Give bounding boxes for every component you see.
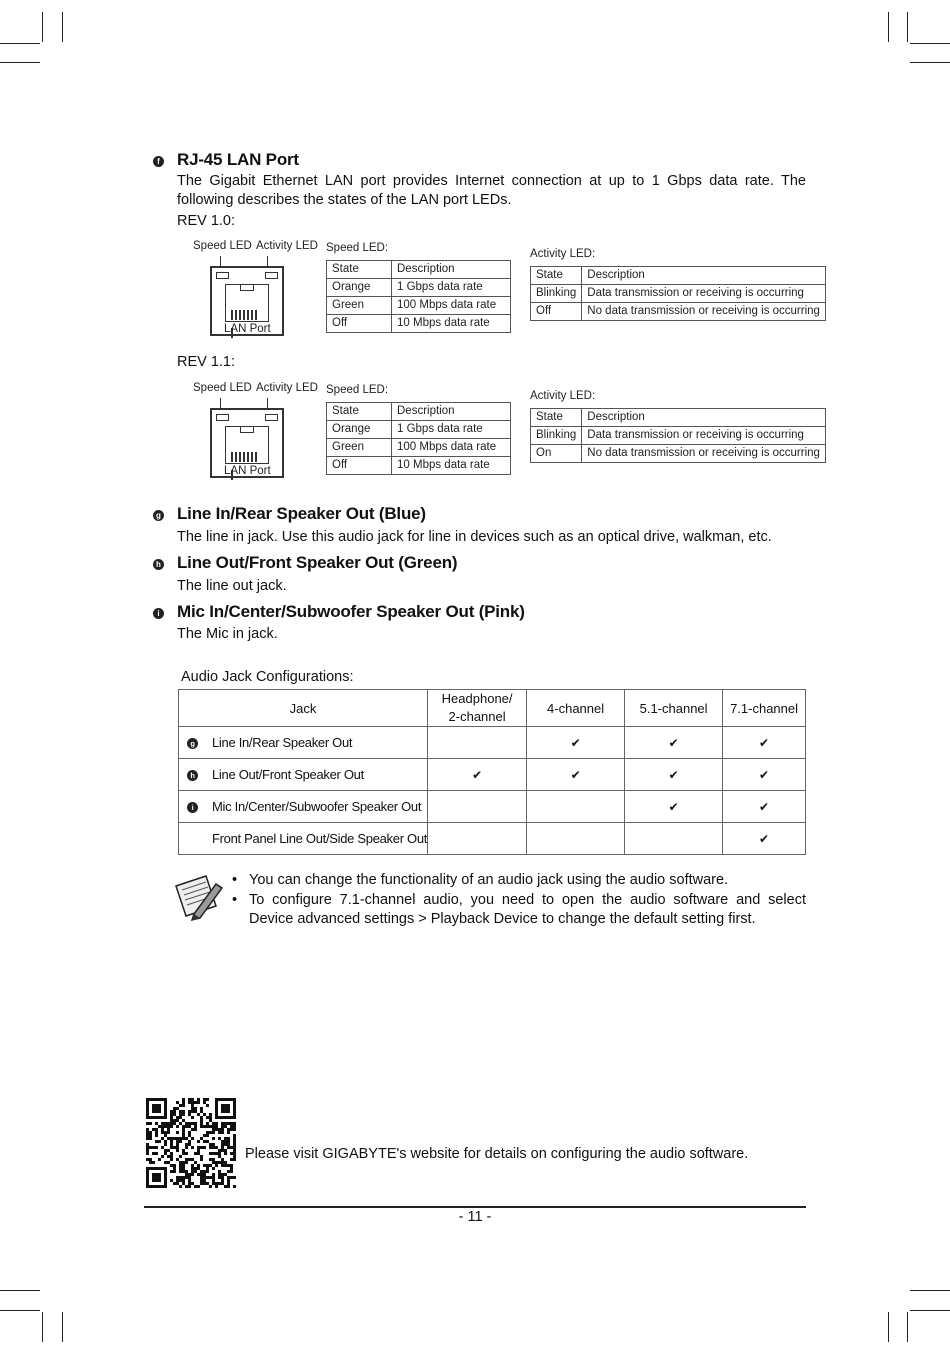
table-row: i Mic In/Center/Subwoofer Speaker Out ✔ ✔ [179,791,806,823]
check-cell [428,823,527,855]
speed-led-table-rev10: State Description Orange 1 Gbps data rate Green 100 Mbps data rate Off 10 Mbps data rate [326,260,511,333]
check-icon: ✔ [527,727,625,759]
rj45-description: The Gigabit Ethernet LAN port provides Internet connection at up to 1 Gbps data rate. The following describes the states of the LAN port LEDs. [177,173,806,208]
crop-mark [0,1290,40,1291]
crop-mark [910,62,950,63]
crop-mark [62,1312,63,1342]
speed-led-label: Speed LED [193,240,252,252]
crop-mark [42,12,43,42]
speed-led-label: Speed LED [193,382,252,394]
check-cell [428,727,527,759]
crop-mark [910,1310,950,1311]
table-row: g Line In/Rear Speaker Out ✔ ✔ ✔ [179,727,806,759]
check-icon: ✔ [625,759,723,791]
crop-mark [907,12,908,42]
line-in-title: Line In/Rear Speaker Out (Blue) [177,504,426,523]
speed-led-table-rev11: State Description Orange 1 Gbps data rate Green 100 Mbps data rate Off 10 Mbps data rate [326,402,511,475]
note-item: • You can change the functionality of an audio jack using the audio software. [232,871,806,891]
crop-mark [0,1310,40,1311]
lan-port-label: LAN Port [224,323,271,335]
crop-mark [888,12,889,42]
rev10-label: REV 1.0: [177,213,236,229]
page-number: - 11 - [458,1209,492,1225]
check-icon: ✔ [723,791,806,823]
activity-led-caption: Activity LED: [530,390,596,402]
rev11-label: REV 1.1: [177,354,236,370]
lan-port-label: LAN Port [224,465,271,477]
check-icon: ✔ [723,759,806,791]
section-bullet-icon: g [153,510,164,521]
table-row: Front Panel Line Out/Side Speaker Out ✔ [179,823,806,855]
jack-bullet-icon: h [187,770,198,781]
check-icon: ✔ [723,823,806,855]
column-header: 5.1-channel [625,690,723,727]
qr-code [146,1098,236,1188]
crop-mark [0,43,40,44]
jack-bullet-icon: g [187,738,198,749]
note-item: • To configure 7.1-channel audio, you need to open the audio software and select Device advanced settings > Playback Device to change the default setting first. [232,891,806,930]
section-bullet-icon: i [153,608,164,619]
check-cell [527,791,625,823]
qr-caption: Please visit GIGABYTE's website for details on configuring the audio software. [245,1146,749,1162]
audio-config-caption: Audio Jack Configurations: [181,669,354,685]
crop-mark [62,12,63,42]
check-icon: ✔ [723,727,806,759]
column-header: 4-channel [527,690,625,727]
activity-led-label: Activity LED [256,240,318,252]
crop-mark [907,1312,908,1342]
activity-led-table-rev11: State Description Blinking Data transmission or receiving is occurring On No data transmission or receiving is occurring [530,408,826,463]
line-out-description: The line out jack. [177,578,287,594]
check-icon: ✔ [625,727,723,759]
mic-in-description: The Mic in jack. [177,626,278,642]
section-bullet-icon: f [153,156,164,167]
line-out-title: Line Out/Front Speaker Out (Green) [177,553,458,572]
check-icon: ✔ [428,759,527,791]
jack-bullet-placeholder [187,834,198,845]
crop-mark [0,62,40,63]
crop-mark [888,1312,889,1342]
column-header: Headphone/ 2-channel [428,690,527,727]
activity-led-label: Activity LED [256,382,318,394]
table-row: h Line Out/Front Speaker Out ✔ ✔ ✔ ✔ [179,759,806,791]
crop-mark [910,43,950,44]
section-bullet-icon: h [153,559,164,570]
crop-mark [42,1312,43,1342]
mic-in-title: Mic In/Center/Subwoofer Speaker Out (Pink) [177,602,525,621]
column-header: 7.1-channel [723,690,806,727]
activity-led-table-rev10: State Description Blinking Data transmission or receiving is occurring Off No data transmission or receiving is occurring [530,266,826,321]
crop-mark [910,1290,950,1291]
line-in-description: The line in jack. Use this audio jack for line in devices such as an optical drive, walkman, etc. [177,529,772,545]
check-cell [625,823,723,855]
check-cell [527,823,625,855]
activity-led-caption: Activity LED: [530,248,596,260]
check-icon: ✔ [527,759,625,791]
note-pencil-icon [172,870,224,922]
jack-bullet-icon: i [187,802,198,813]
rj45-title: RJ-45 LAN Port [177,150,299,169]
audio-config-table [178,689,806,855]
speed-led-caption: Speed LED: [326,242,389,254]
notes-list [232,871,806,930]
check-cell [428,791,527,823]
check-icon: ✔ [625,791,723,823]
column-header: Jack [179,690,428,727]
speed-led-caption: Speed LED: [326,384,389,396]
